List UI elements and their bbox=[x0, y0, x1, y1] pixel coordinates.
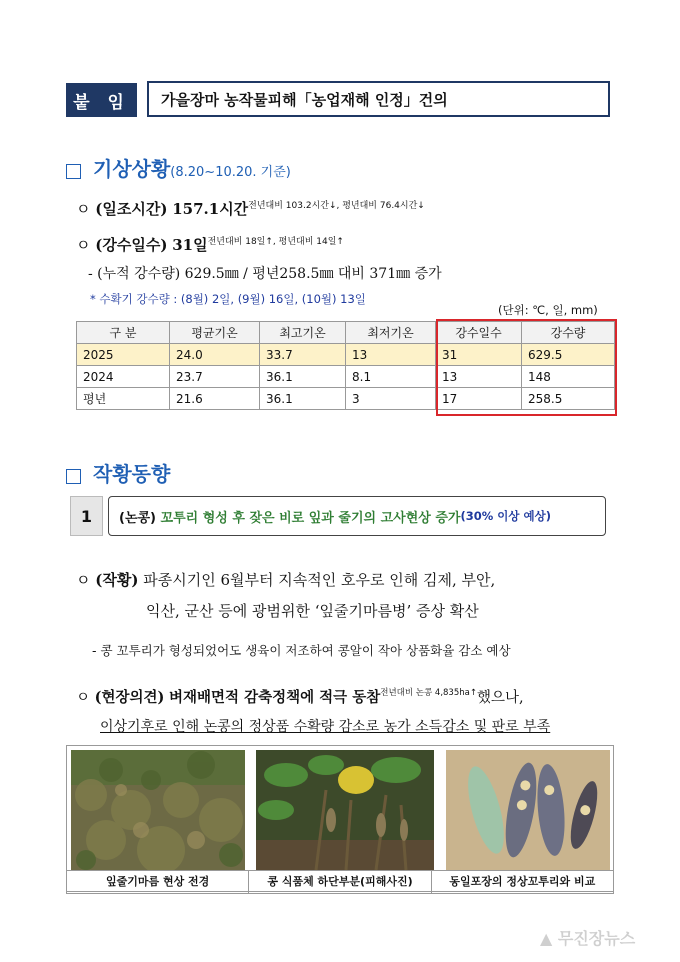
raindays-note: 전년대비 18일↑, 평년대비 14일↑ bbox=[207, 237, 344, 247]
field-text-1b: 했으나, bbox=[476, 690, 524, 706]
field-wilt-photo bbox=[71, 750, 245, 870]
field-sup-note: 전년대비 논콩 4,835ha↑ bbox=[380, 688, 477, 698]
watermark-logo-icon: ▲ bbox=[540, 929, 553, 948]
damaged-plant-photo bbox=[256, 750, 434, 870]
square-bullet-icon bbox=[66, 469, 81, 484]
square-bullet-icon bbox=[66, 164, 81, 179]
field-opinion-line-1 bbox=[76, 686, 524, 707]
table-cell: 평년 bbox=[77, 388, 170, 410]
table-header: 평균기온 bbox=[170, 322, 260, 344]
field-label: (현장의견) bbox=[94, 689, 165, 706]
table-header: 최고기온 bbox=[260, 322, 346, 344]
cumulative-rain: - (누적 강수량) 629.5㎜ / 평년258.5㎜ 대비 371㎜ 증가 bbox=[88, 266, 442, 282]
attachment-tag: 붙 임 bbox=[66, 83, 137, 117]
weather-period: (8.20~10.20. 기준) bbox=[170, 165, 291, 180]
sunshine-note: 전년대비 103.2시간↓, 평년대비 76.4시간↓ bbox=[248, 201, 425, 211]
circle-bullet: ㅇ bbox=[76, 236, 91, 254]
raindays-value: 31일 bbox=[172, 236, 208, 254]
photo-caption: 동일포장의 정상꼬투리와 비교 bbox=[449, 875, 596, 888]
crop-item-box bbox=[108, 496, 606, 536]
weather-heading: 기상상황 bbox=[93, 157, 171, 181]
table-cell: 13 bbox=[346, 344, 436, 366]
sunshine-line bbox=[76, 198, 425, 219]
status-line-2: 익산, 군산 등에 광범위한 ‘잎줄기마름병’ 증상 확산 bbox=[146, 602, 479, 620]
harvest-rain-note: * 수확기 강수량 : (8월) 2일, (9월) 16일, (10월) 13일 bbox=[90, 292, 366, 306]
table-cell: 36.1 bbox=[260, 388, 346, 410]
table-header: 강수량 bbox=[522, 322, 615, 344]
weather-section-heading bbox=[66, 153, 291, 182]
table-cell: 148 bbox=[522, 366, 615, 388]
circle-bullet: ㅇ bbox=[76, 690, 91, 706]
table-cell: 13 bbox=[436, 366, 522, 388]
watermark bbox=[540, 926, 635, 949]
status-line-1 bbox=[76, 569, 495, 590]
photo-captions bbox=[66, 870, 614, 894]
table-cell: 8.1 bbox=[346, 366, 436, 388]
table-cell: 17 bbox=[436, 388, 522, 410]
sunshine-value: 157.1시간 bbox=[172, 200, 249, 218]
table-cell: 21.6 bbox=[170, 388, 260, 410]
crop-item-text: 꼬투리 형성 후 잦은 비로 잎과 줄기의 고사현상 증가 bbox=[160, 510, 461, 526]
table-cell: 2024 bbox=[77, 366, 170, 388]
table-header: 최저기온 bbox=[346, 322, 436, 344]
table-header: 구 분 bbox=[77, 322, 170, 344]
document-title bbox=[147, 81, 610, 117]
status-label: (작황) bbox=[95, 571, 139, 589]
field-opinion-line-2: 이상기후로 인해 논콩의 정상품 수확량 감소로 농가 소득감소 및 판로 부족 bbox=[100, 719, 551, 735]
field-text-1a: 벼재배면적 감축정책에 적극 동참 bbox=[168, 689, 381, 706]
rain-highlight-box bbox=[436, 319, 617, 416]
sunshine-label: (일조시간) bbox=[95, 200, 168, 218]
table-cell: 24.0 bbox=[170, 344, 260, 366]
table-cell: 33.7 bbox=[260, 344, 346, 366]
table-cell: 36.1 bbox=[260, 366, 346, 388]
watermark-text: 무진장뉴스 bbox=[557, 929, 636, 948]
unit-note: (단위: ℃, 일, mm) bbox=[498, 303, 598, 317]
raindays-label: (강수일수) bbox=[95, 236, 168, 254]
circle-bullet: ㅇ bbox=[76, 571, 91, 589]
crop-heading: 작황동향 bbox=[93, 462, 171, 486]
status-sub-note: - 콩 꼬투리가 형성되었어도 생육이 저조하여 콩알이 작아 상품화율 감소 예상 bbox=[92, 643, 511, 658]
pod-comparison-photo bbox=[446, 750, 610, 870]
photo-caption: 콩 식품체 하단부분(피해사진) bbox=[249, 871, 431, 893]
table-cell: 23.7 bbox=[170, 366, 260, 388]
photo-caption: 잎줄기마름 현상 전경 bbox=[67, 871, 249, 893]
table-cell: 629.5 bbox=[522, 344, 615, 366]
table-cell: 2025 bbox=[77, 344, 170, 366]
table-cell: 258.5 bbox=[522, 388, 615, 410]
circle-bullet: ㅇ bbox=[76, 200, 91, 218]
table-cell: 3 bbox=[346, 388, 436, 410]
crop-item-prefix: (논콩) bbox=[119, 510, 156, 526]
document-title-text: 가을장마 농작물피해「농업재해 인정」건의 bbox=[161, 90, 448, 109]
status-text-1: 파종시기인 6월부터 지속적인 호우로 인해 김제, 부안, bbox=[143, 571, 496, 589]
table-header: 강수일수 bbox=[436, 322, 522, 344]
crop-item-suffix: (30% 이상 예상) bbox=[460, 509, 551, 523]
table-cell: 31 bbox=[436, 344, 522, 366]
crop-section-heading bbox=[66, 458, 170, 487]
item-number-badge: 1 bbox=[70, 496, 103, 536]
raindays-line bbox=[76, 234, 344, 255]
